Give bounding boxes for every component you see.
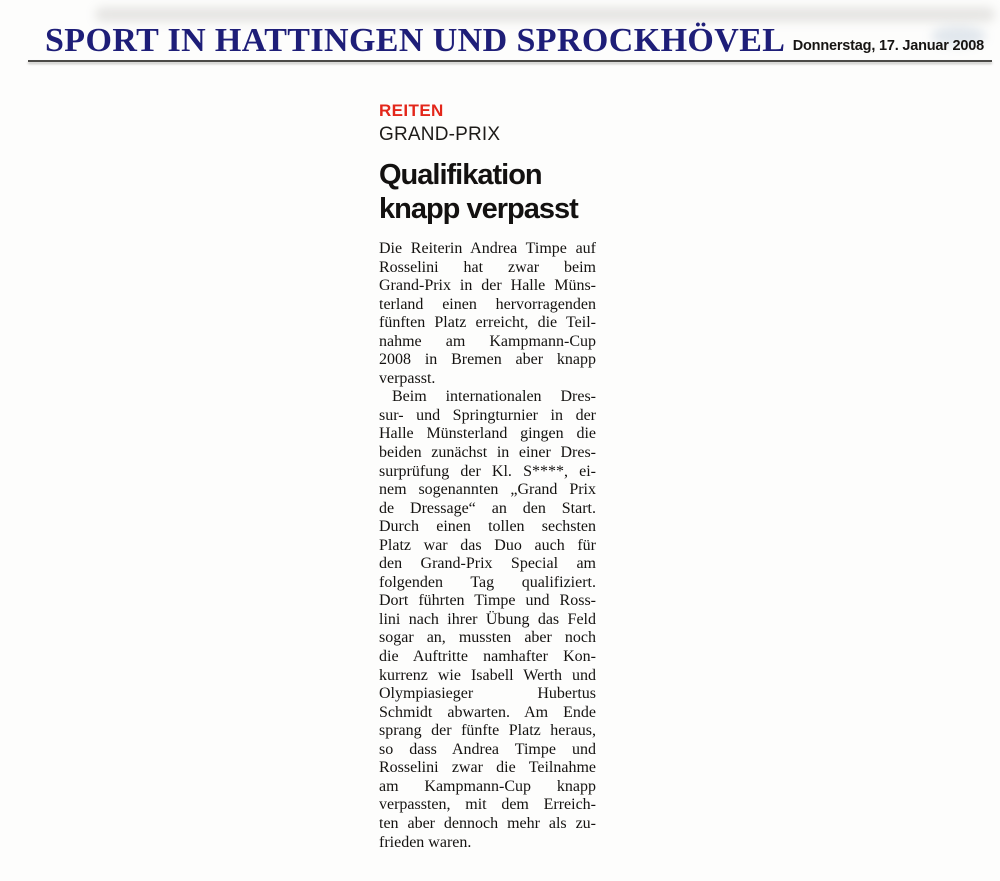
text-line: Halle Münsterland gingen die [379,425,596,443]
masthead-divider [28,60,992,62]
text-line: Grand-Prix in der Halle Müns- [379,277,596,295]
text-line: nahme am Kampmann-Cup [379,332,596,350]
article-category: GRAND-PRIX [379,124,501,145]
text-line: Die Reiterin Andrea Timpe auf [379,240,596,257]
article-headline [379,158,596,226]
headline-line-2: knapp verpasst [379,193,578,225]
text-line: 2008 in Bremen aber knapp [379,351,596,369]
text-line: die Auftritte namhafter Kon- [379,648,596,666]
text-line: frieden waren. [379,833,472,851]
headline-line-1: Qualifikation [379,159,542,191]
text-line: nem sogenannten „Grand Prix [379,481,596,499]
text-line: Rosselini zwar die Teilnahme [379,759,596,777]
text-line: so dass Andrea Timpe und [379,740,596,758]
text-line: folgenden Tag qualifiziert. [379,573,596,591]
text-line: fünften Platz erreicht, die Teil- [379,314,596,332]
masthead [0,0,1000,62]
masthead-date: Donnerstag, 17. Januar 2008 [792,38,984,54]
masthead-title: SPORT IN HATTINGEN UND SPROCKHÖVEL [45,22,786,59]
text-line: kurrenz wie Isabell Werth und [379,666,596,684]
paragraph [379,388,596,852]
text-line: Olympiasieger Hubertus [379,685,596,703]
text-line: sprang der fünfte Platz heraus, [379,722,596,740]
text-line: surprüfung der Kl. S****, ei- [379,462,596,480]
text-line: lini nach ihrer Übung das Feld [379,610,596,628]
text-line: den Grand-Prix Special am [379,555,596,573]
text-line: Schmidt abwarten. Am Ende [379,703,596,721]
text-line: Durch einen tollen sechsten [379,518,596,536]
text-line: Platz war das Duo auch für [379,536,596,554]
text-line: sogar an, mussten aber noch [379,629,596,647]
text-line: beiden zunächst in einer Dres- [379,444,596,462]
paragraph [379,240,596,388]
text-line: Rosselini hat zwar beim [379,258,596,276]
article-kicker: REITEN [379,101,444,120]
article-body [379,240,596,852]
text-line: terland einen hervorragenden [379,295,596,313]
text-line: am Kampmann-Cup knapp [379,777,596,795]
article [379,101,596,852]
text-line: ten aber dennoch mehr als zu- [379,814,596,832]
text-line: Beim internationalen Dres- [392,388,596,406]
text-line: de Dressage“ an den Start. [379,499,596,517]
text-line: verpassten, mit dem Erreich- [379,796,596,814]
text-line: sur- und Springturnier in der [379,406,596,424]
text-line: Dort führten Timpe und Ross- [379,592,596,610]
text-line: verpasst. [379,369,436,387]
